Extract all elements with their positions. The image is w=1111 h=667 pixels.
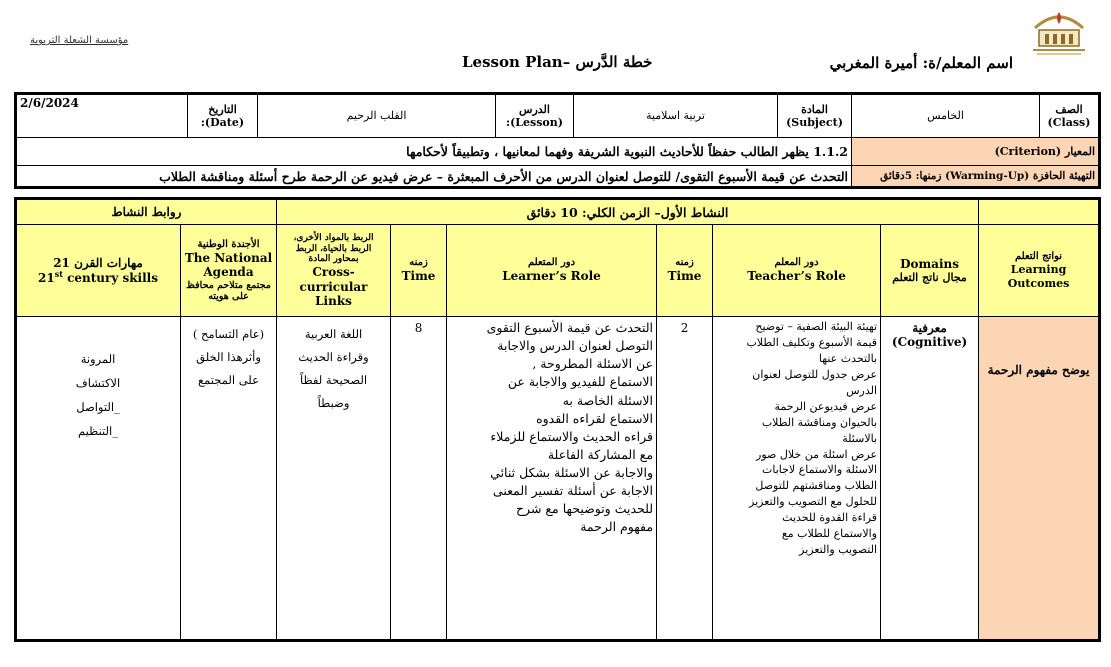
- organization-name: مؤسسة الشعلة التربوية: [30, 35, 129, 46]
- teacher-role-line: الدرس: [846, 383, 878, 397]
- col-agenda-ar2: مجتمع متلاحم محافظ: [186, 279, 271, 291]
- learner-role-line: مع المشاركة الفاعلة: [547, 446, 654, 462]
- teacher-role-line: الاسئلة والاستماع لاجابات: [761, 463, 878, 477]
- col-time1-ar: زمنه: [675, 257, 694, 269]
- agenda-line: (عام التسامح ): [192, 327, 265, 341]
- domain-en: (Cognitive): [891, 335, 968, 350]
- criterion-label: المعيار (Criterion): [852, 138, 1100, 166]
- learner-role-line: قراءه الحديث والاستماع للزملاء: [490, 428, 654, 444]
- teacher-role-line: التصويب والتعزيز: [799, 543, 878, 557]
- col-skills-sup: st: [54, 269, 63, 279]
- date-label-ar: التاريخ: [208, 102, 237, 116]
- col-domains-en: Domains: [900, 256, 959, 271]
- col-domains-ar: مجال ناتج التعلم: [892, 271, 967, 285]
- skills-line: الاكتشاف: [75, 376, 121, 391]
- col-time1-en: Time: [667, 269, 702, 284]
- teacher-role-line: بالتحدث عنها: [818, 351, 878, 365]
- class-label-en: (Class): [1047, 116, 1091, 129]
- learner-role-line: الاستماع لقراءه القدوه: [536, 410, 654, 426]
- col-learner-role-en: Learner’s Role: [502, 269, 601, 284]
- learner-role-line: الاجابة عن أسئلة تفسير المعنى: [492, 483, 654, 499]
- agenda-line: على المجتمع: [198, 373, 259, 387]
- lesson-label-ar: الدرس: [519, 102, 550, 116]
- teacher-role-line: قيمة الأسبوع وتكليف الطلاب: [746, 335, 878, 349]
- subject-label-en: (Subject): [786, 116, 843, 129]
- school-logo-icon: [1029, 6, 1089, 58]
- learner-role-line: الاسئلة الخاصة به: [562, 392, 654, 408]
- learner-role-line: التوصل لعنوان الدرس والاجابة: [497, 338, 654, 354]
- col-teacher-role-en: Teacher’s Role: [747, 269, 846, 284]
- col-learner-role-ar: دور المتعلم: [528, 257, 576, 269]
- learner-role-line: عن الاسئلة المطروحة ,: [532, 356, 654, 372]
- col-agenda-ar3: على هويته: [208, 290, 249, 302]
- col-skills-en: [19, 270, 177, 285]
- date-value: 2/6/2024: [16, 94, 188, 138]
- class-label-ar: الصف: [1055, 102, 1083, 116]
- learner-role-line: الاستماع للفيديو والاجابة عن: [507, 374, 654, 390]
- class-value: الخامس: [852, 94, 1040, 138]
- domain-ar: معرفية: [912, 321, 947, 335]
- agenda-cell: [181, 317, 277, 641]
- teacher-role-line: الطلاب ومناقشتهم للتوصل: [755, 479, 878, 493]
- date-label-en: (Date):: [200, 116, 245, 129]
- domain-cell: [881, 317, 979, 641]
- criterion-value: 1.1.2 يظهر الطالب حفظاً للأحاديث النبوية الشريفة وفهما لمعانيها ، وتطبيقاً لأحكامها: [16, 138, 852, 166]
- learner-role-line: للحديث وتوضيحها مع شرح: [515, 501, 654, 517]
- col-outcomes: [979, 225, 1100, 317]
- learner-role-line: والاجابة عن الاسئلة بشكل ثنائي: [490, 465, 654, 480]
- learner-role-cell: [447, 317, 657, 641]
- col-time2-en: Time: [401, 269, 436, 284]
- col-outcomes-en2: Outcomes: [1007, 276, 1070, 290]
- skills-line: _التواصل: [76, 400, 120, 415]
- outcome-cell: يوضح مفهوم الرحمة: [979, 317, 1100, 641]
- col-domains: [881, 225, 979, 317]
- lesson-label-en: (Lesson):: [506, 116, 563, 129]
- activity-table: [14, 197, 1101, 642]
- learner-role-line: مفهوم الرحمة: [580, 519, 654, 535]
- subject-label-ar: المادة: [801, 102, 828, 116]
- time1-cell: 2: [657, 317, 713, 641]
- col-time2: [391, 225, 447, 317]
- col-cross-ar2: الربط بالحياة، الربط: [295, 243, 372, 254]
- cross-links-cell: [277, 317, 391, 641]
- col-agenda-ar: الأجندة الوطنية: [197, 238, 260, 250]
- cross-links-line: اللغة العربية: [304, 327, 363, 341]
- skills-cell: [16, 317, 181, 641]
- teacher-label: اسم المعلم/ة:: [922, 54, 1013, 72]
- teacher-role-line: بالاسئلة: [842, 431, 878, 445]
- col-skills-num: 21: [38, 271, 55, 285]
- col-cross-en1: Cross-curricular: [299, 265, 368, 294]
- teacher-role-line: بالحيوان ومناقشة الطلاب: [761, 415, 878, 429]
- col-agenda: [181, 225, 277, 317]
- teacher-role-line: عرض اسئلة من خلال صور: [756, 447, 878, 461]
- teacher-role-line: عرض فيديوعن الرحمة: [774, 399, 878, 413]
- col-cross: [277, 225, 391, 317]
- page-title: Lesson Plan– خطة الدَّرس: [462, 53, 653, 71]
- col-learner-role: [447, 225, 657, 317]
- lesson-info-table: [14, 92, 1101, 189]
- cross-links-line: الصحيحة لفظاً: [299, 373, 368, 387]
- subject-value: تربية اسلامية: [574, 94, 778, 138]
- subject-label-cell: [778, 94, 852, 138]
- col-skills: [16, 225, 181, 317]
- col-time2-ar: زمنه: [409, 257, 428, 269]
- col-cross-ar3: بمحاور المادة: [308, 254, 359, 265]
- col-time1: [657, 225, 713, 317]
- cross-links-line: وضبطاً: [317, 396, 350, 410]
- time2-cell: 8: [391, 317, 447, 641]
- links-title: روابط النشاط: [16, 199, 277, 225]
- cross-links-line: وقراءة الحديث: [298, 350, 369, 364]
- skills-line: المرونة: [80, 352, 116, 366]
- agenda-line: وأثرهذا الخلق: [196, 350, 261, 364]
- learner-role-line: التحدث عن قيمة الأسبوع التقوى: [486, 320, 654, 335]
- teacher-role-line: والاستماع للطلاب مع: [781, 527, 878, 541]
- col-outcomes-en1: Learning: [1010, 263, 1067, 277]
- school-logo: [1029, 6, 1089, 58]
- teacher-role-line: قراءة القدوة للحديث: [782, 511, 878, 525]
- warmup-value: التحدث عن قيمة الأسبوع التقوى/ للتوصل لعنوان الدرس من الأحرف المبعثرة – عرض فيديو عن الرحمة طرح أسئلة ومناقشة الطلاب: [16, 166, 852, 188]
- teacher-role-cell: [713, 317, 881, 641]
- col-cross-en2: Links: [315, 293, 352, 308]
- col-skills-text: century skills: [62, 271, 158, 285]
- skills-line: _التنظيم: [78, 424, 118, 439]
- warmup-label: التهيئة الحافزة (Warming-Up) زمنها: 5دقائق: [852, 166, 1100, 188]
- col-outcomes-ar: نواتج التعلم: [1014, 251, 1063, 263]
- teacher-line: [830, 54, 1013, 72]
- activity-title: النشاط الأول– الزمن الكلي: 10 دقائق: [277, 199, 979, 225]
- teacher-role-line: عرض جدول للتوصل لعنوان: [752, 367, 878, 381]
- date-label-cell: [188, 94, 258, 138]
- col-skills-ar: مهارات القرن 21: [53, 255, 143, 270]
- class-label-cell: [1040, 94, 1100, 138]
- lesson-label-cell: [496, 94, 574, 138]
- col-agenda-en2: Agenda: [203, 265, 254, 280]
- col-cross-ar1: الربط بالمواد الأخرى،: [293, 232, 374, 243]
- col-agenda-en1: The National: [184, 250, 273, 265]
- col-teacher-role: [713, 225, 881, 317]
- teacher-role-line: تهيئة البيئة الصفية – توضيح: [755, 320, 878, 333]
- lesson-value: القلب الرحيم: [258, 94, 496, 138]
- teacher-role-line: للحلول مع التصويب والتعزيز: [749, 495, 878, 509]
- col-teacher-role-ar: دور المعلم: [774, 257, 819, 269]
- teacher-name: أميرة المغربي: [829, 54, 918, 72]
